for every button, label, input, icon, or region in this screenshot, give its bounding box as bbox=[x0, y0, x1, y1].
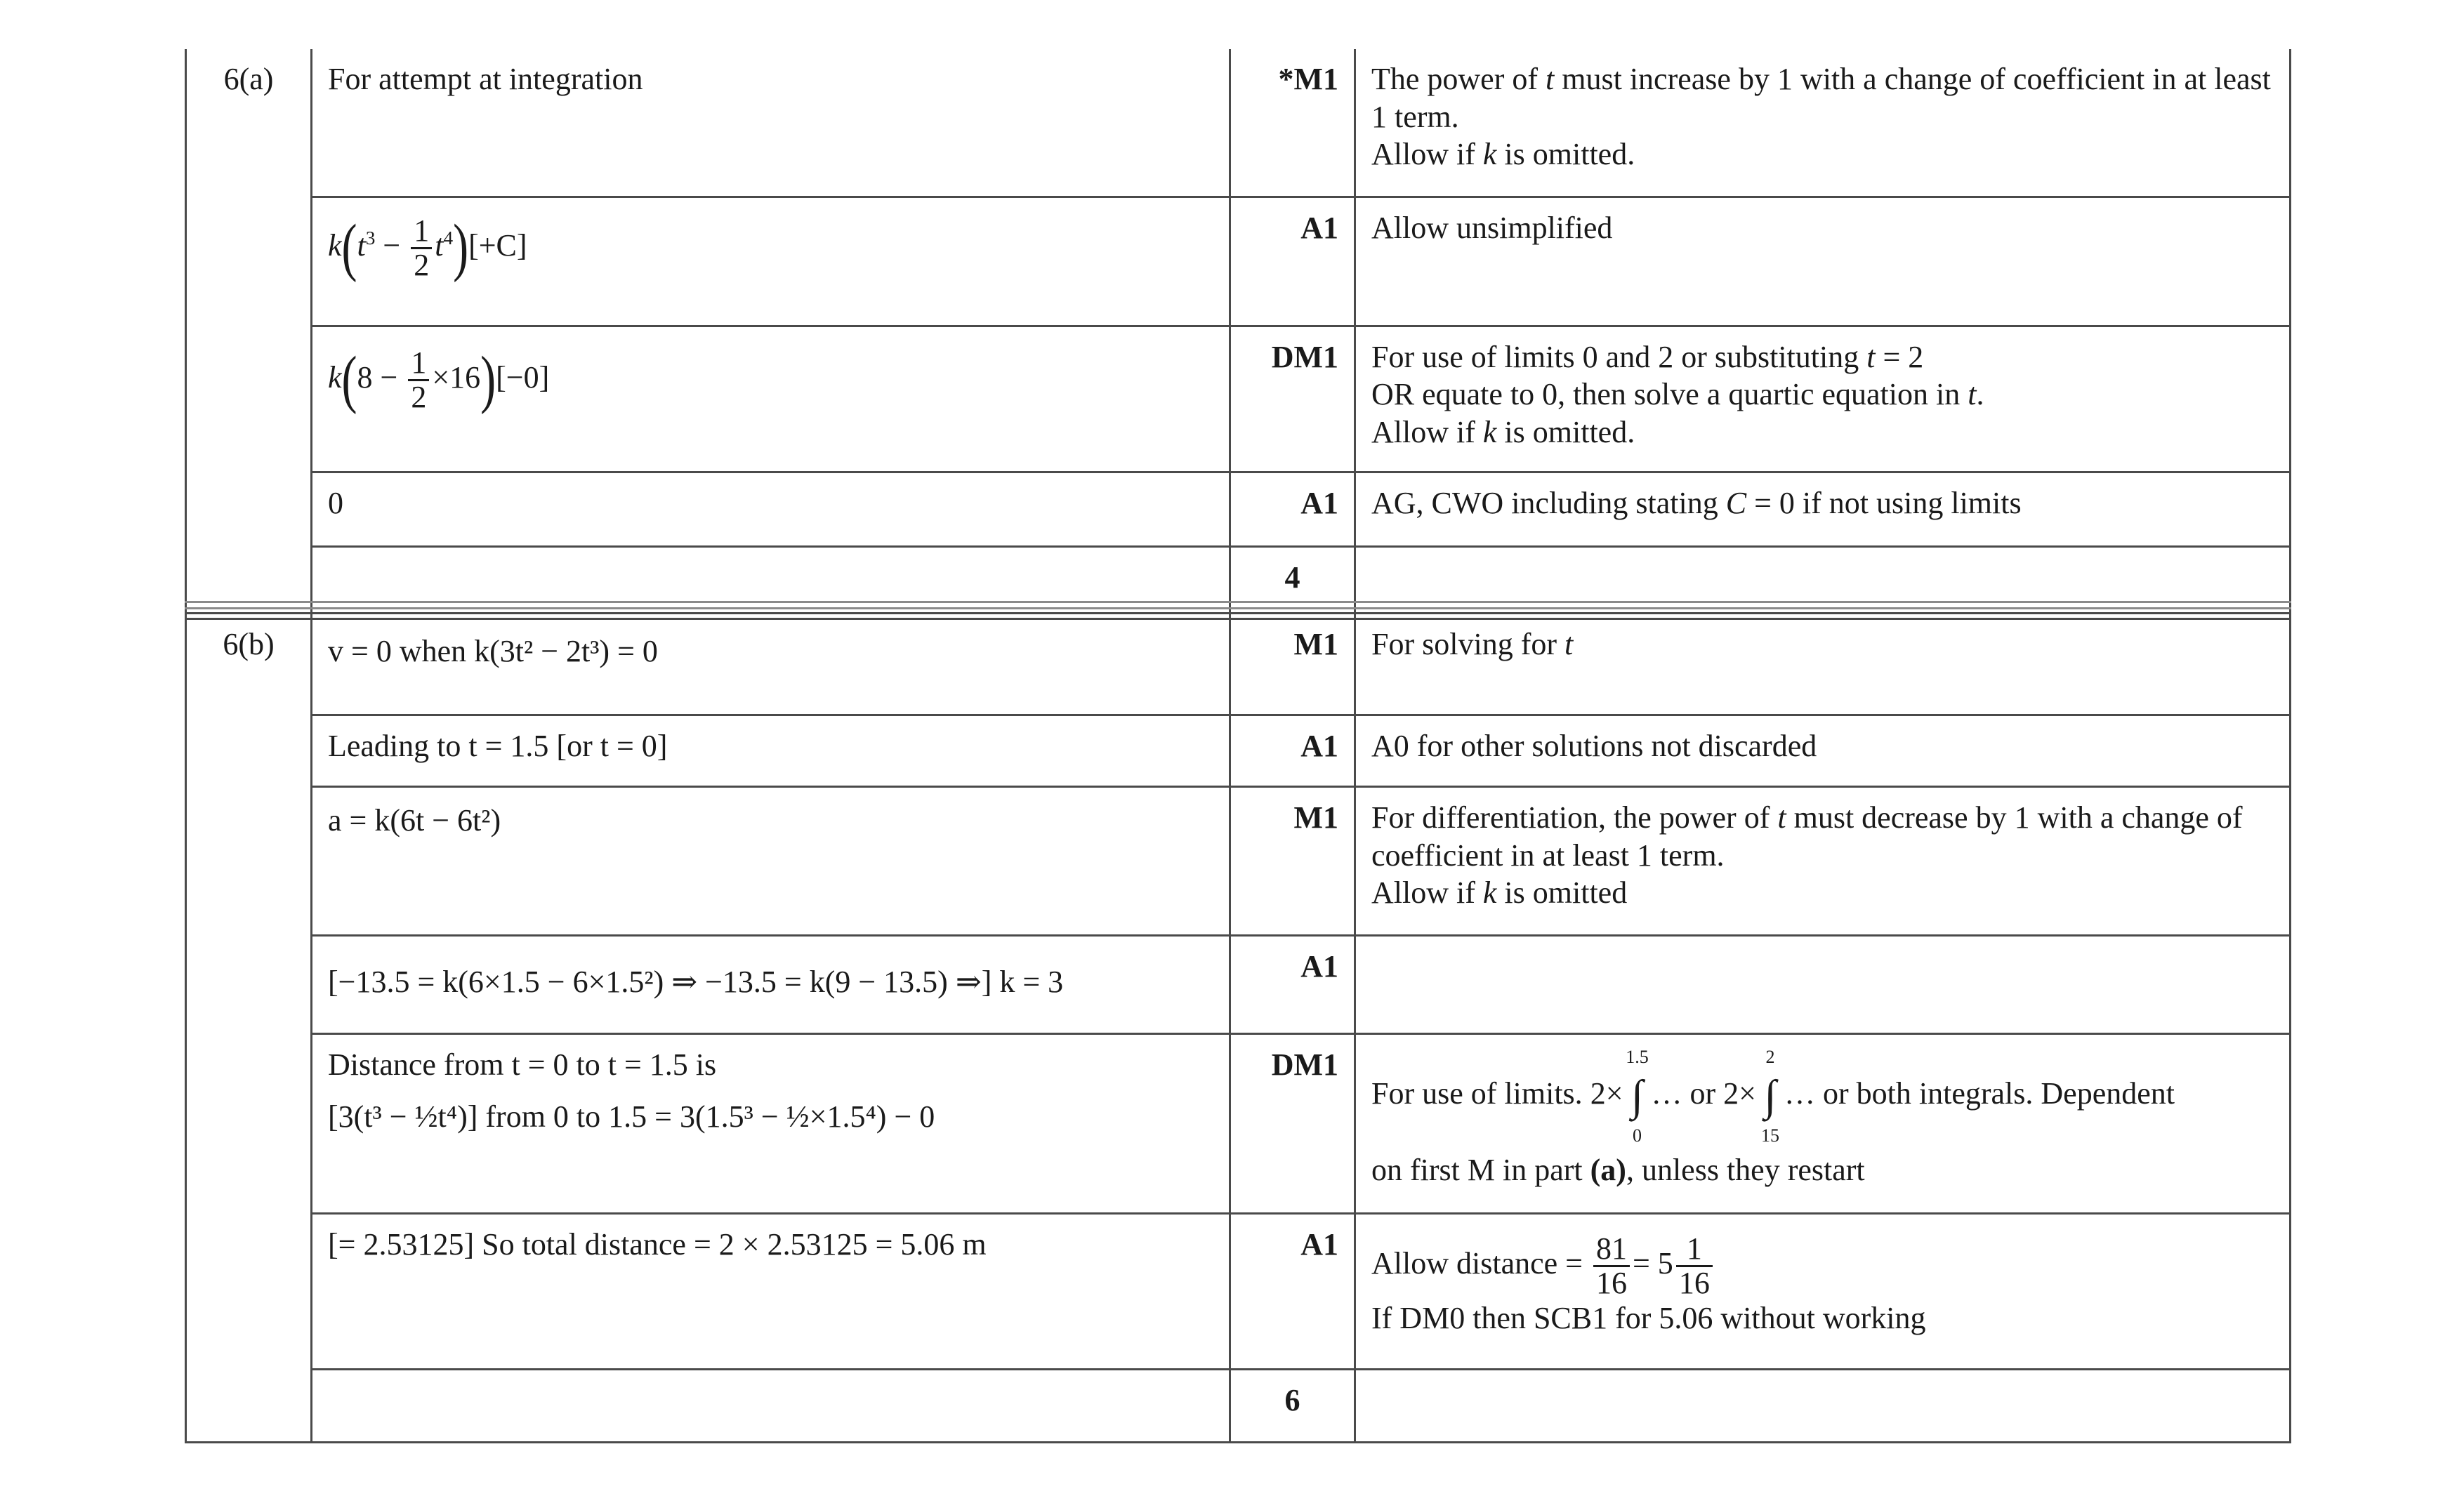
guidance-cell bbox=[1355, 1370, 2291, 1443]
distance-heading: Distance from t = 0 to t = 1.5 is bbox=[328, 1047, 717, 1082]
integral-sign: ∫ 2 15 bbox=[1761, 1047, 1779, 1146]
mark-cell: A1 bbox=[1230, 1214, 1355, 1370]
acceleration-expression: a = k(6t − 6t²) bbox=[328, 803, 501, 838]
guidance-cell: For solving for t bbox=[1355, 614, 2291, 715]
answer-cell: 0 bbox=[312, 472, 1230, 546]
table-row bbox=[186, 1214, 2291, 1370]
mark-scheme-table-6b bbox=[185, 612, 2291, 1443]
guidance-cell: AG, CWO including stating C = 0 if not using limits bbox=[1355, 472, 2291, 546]
velocity-equation: v = 0 when k(3t² − 2t³) = 0 bbox=[328, 634, 658, 669]
answer-cell: [= 2.53125] So total distance = 2 × 2.53125 = 5.06 m bbox=[312, 1214, 1230, 1370]
total-mark: 4 bbox=[1230, 546, 1355, 618]
guidance-cell: For use of limits 0 and 2 or substituting t = 2 OR equate to 0, then solve a quartic equation in t. Allow if k is omitted. bbox=[1355, 326, 2291, 472]
question-number: 6(a) bbox=[186, 49, 312, 618]
answer-cell bbox=[312, 1034, 1230, 1214]
guidance-cell: For differentiation, the power of t must decrease by 1 with a change of coefficient in at least 1 term. Allow if k is omitted bbox=[1355, 787, 2291, 936]
mark-cell: M1 bbox=[1230, 614, 1355, 715]
mark-cell: DM1 bbox=[1230, 326, 1355, 472]
answer-cell bbox=[312, 1370, 1230, 1443]
mark-cell: DM1 bbox=[1230, 1034, 1355, 1214]
answer-cell: For attempt at integration bbox=[312, 49, 1230, 197]
table-row bbox=[186, 326, 2291, 472]
mark-scheme-table-6a bbox=[185, 49, 2291, 620]
mark-cell: A1 bbox=[1230, 472, 1355, 546]
total-mark: 6 bbox=[1230, 1370, 1355, 1443]
question-number: 6(b) bbox=[186, 614, 312, 1443]
section-divider bbox=[185, 601, 2291, 609]
table-row bbox=[186, 49, 2291, 197]
substitution-expression: k(8 − $\frac{1}{2}$ ×16)[−0] bbox=[328, 343, 550, 416]
table-row bbox=[186, 197, 2291, 326]
mark-cell: *M1 bbox=[1230, 49, 1355, 197]
guidance-cell: Allow distance = $\frac{81}{16}$ = 5 $\frac{1}{16}$ If DM0 then SCB1 for 5.06 without working bbox=[1355, 1214, 2291, 1370]
answer-cell bbox=[312, 197, 1230, 326]
guidance-cell: A0 for other solutions not discarded bbox=[1355, 715, 2291, 787]
answer-cell bbox=[312, 614, 1230, 715]
guidance-cell: The power of t must increase by 1 with a change of coefficient in at least 1 term. Allow if k is omitted. bbox=[1355, 49, 2291, 197]
table-row bbox=[186, 1034, 2291, 1214]
integral-expression: $k(t^3$ − $\frac{1}{2}$ $t^4)[+C]$ bbox=[328, 211, 527, 284]
guidance-cell: Allow unsimplified bbox=[1355, 197, 2291, 326]
mark-cell: A1 bbox=[1230, 715, 1355, 787]
distance-expression: [3(t³ − ½t⁴)] from 0 to 1.5 = 3(1.5³ − ½×1.5⁴) − 0 bbox=[328, 1099, 935, 1134]
guidance-cell bbox=[1355, 936, 2291, 1034]
answer-cell bbox=[312, 936, 1230, 1034]
answer-cell: Leading to t = 1.5 [or t = 0] bbox=[312, 715, 1230, 787]
table-row bbox=[186, 787, 2291, 936]
table-row bbox=[186, 472, 2291, 546]
answer-cell bbox=[312, 787, 1230, 936]
integral-sign: ∫ 1.5 0 bbox=[1626, 1047, 1649, 1146]
answer-cell bbox=[312, 326, 1230, 472]
mark-cell: M1 bbox=[1230, 787, 1355, 936]
table-row bbox=[186, 715, 2291, 787]
mark-cell: A1 bbox=[1230, 936, 1355, 1034]
table-row bbox=[186, 1370, 2291, 1443]
k-value-expression: [−13.5 = k(6×1.5 − 6×1.5²) ⇒ −13.5 = k(9 − 13.5) ⇒] k = 3 bbox=[328, 965, 1064, 1000]
mark-cell: A1 bbox=[1230, 197, 1355, 326]
guidance-cell: For use of limits. 2× ∫ 1.5 0 … or 2× ∫ 2 15 … or both integrals. Dependent on first M in part (a), unless they restart bbox=[1355, 1034, 2291, 1214]
table-row bbox=[186, 614, 2291, 715]
table-row bbox=[186, 936, 2291, 1034]
